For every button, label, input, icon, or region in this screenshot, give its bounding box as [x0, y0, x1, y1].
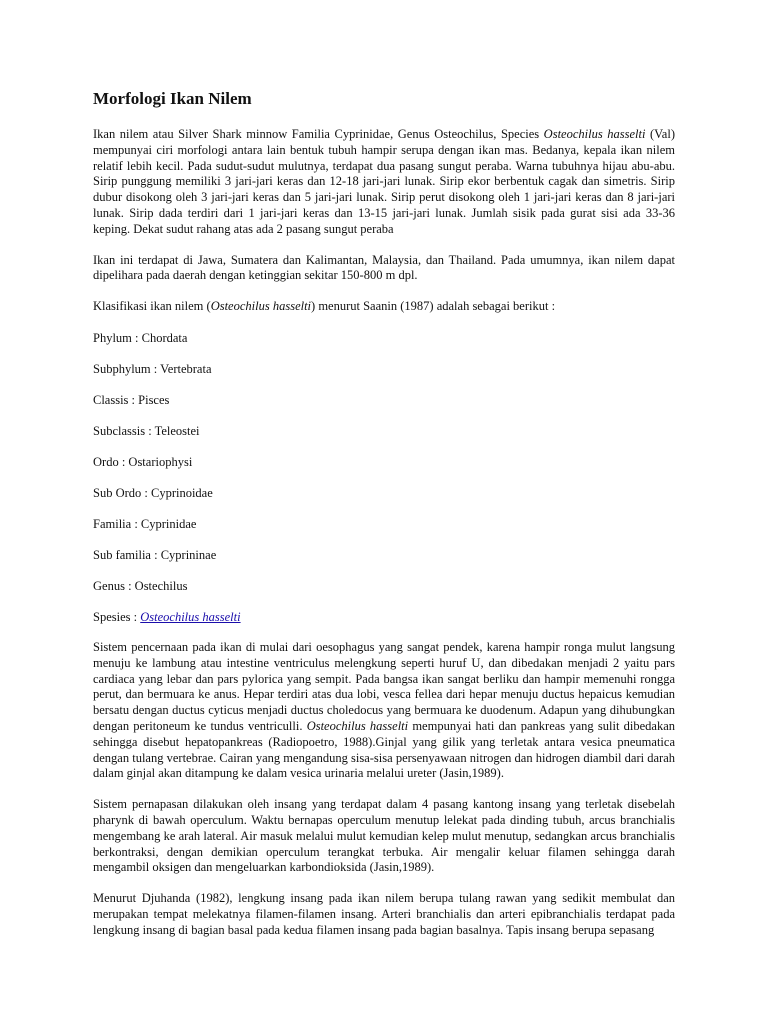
taxonomy-classis: Classis : Pisces [93, 392, 170, 407]
paragraph-pernapasan: Sistem pernapasan dilakukan oleh insang yang terdapat dalam 4 pasang kantong insang yang terletak disebelah pharynk di bawah operculum. Waktu bernapas operculum menutup lelekat pada dinding tubuh, arcus branchialis mengembang ke arah lateral. Air masuk melalui mulut kemudian kelep mulut menutup, sedangkan arcus branchialis berkontraksi, dengan demikian operculum terangkat terbuka. Air mengalir keluar filamen sehingga darah mengambil oksigen dan mengeluarkan karbondioksida (Jasin,1989). [93, 797, 675, 875]
taxonomy-subphylum: Subphylum : Vertebrata [93, 361, 212, 376]
intro-text-1: Ikan nilem atau Silver Shark minnow Familia Cyprinidae, Genus Osteochilus, Species [93, 127, 544, 141]
species-name: Osteochilus hasselti [210, 299, 312, 314]
taxonomy-subclassis: Subclassis : Teleostei [93, 423, 200, 438]
klasifikasi-text-2: ) menurut Saanin (1987) adalah sebagai berikut : [311, 299, 556, 314]
taxonomy-ordo: Ordo : Ostariophysi [93, 454, 193, 469]
taxonomy-familia: Familia : Cyprinidae [93, 516, 197, 531]
taxonomy-sub-familia: Sub familia : Cyprininae [93, 547, 217, 562]
taxonomy-phylum: Phylum : Chordata [93, 330, 188, 345]
species-link[interactable]: Osteochilus hasselti [140, 609, 241, 624]
species-name: Osteochilus hasselti [306, 718, 409, 733]
pencernaan-text-1: Sistem pencernaan pada ikan di mulai dari oesophagus yang sangat pendek, karena hampir ronga mulut langsung menuju ke lambung atau intestine ventriculus melengkung seperti huruf U, dan dibedakan menjadi 2 yaitu pars cardiaca yang lebar dan pars pylorica yang sempit. Pada bangsa ikan sangat berliku dan hampir memenuhi rongga perut, dan bermuara ke anus. Hepar terdiri atas dua lobi, vesca fellea dari hepar menuju ductus hepaicus kemudian bersatu dengan ductus cyticus menjadi ductus choledocus yang bermuara ke duodenum. Adapun yang dihubungkan dengan peritoneum ke tundus ventriculli. [93, 639, 675, 733]
taxonomy-sub-ordo: Sub Ordo : Cyprinoidae [93, 485, 213, 500]
page-title: Morfologi Ikan Nilem [93, 89, 252, 108]
spesies-label: Spesies : [93, 609, 141, 624]
klasifikasi-text-1: Klasifikasi ikan nilem ( [93, 299, 211, 314]
species-name: Osteochilus hasselti [543, 127, 646, 141]
intro-text-2: (Val) mempunyai ciri morfologi antara lain bentuk tubuh hampir serupa dengan ikan mas. Bedanya, kepala ikan nilem relatif lebih kecil. Pada sudut-sudut mulutnya, terdapat dua pasang sungut peraba. Warna tubuhnya hijau abu-abu. Sirip punggung memiliki 3 jari-jari keras dan 12-18 jari-jari lunak. Sirip ekor berbentuk cagak dan simetris. Sirip dubur disokong oleh 3 jari-jari keras dan 5 jari-jari lunak. Sirip perut disokong oleh 1 jari-jari keras dan 8 jari-jari lunak. Sirip dada terdiri dari 1 jari-jari keras dan 13-15 jari-jari lunak. Jumlah sisik pada gurat sisi ada 33-36 keping. Dekat sudut rahang atas ada 2 pasang sungut peraba [93, 127, 675, 236]
paragraph-intro [93, 127, 675, 238]
paragraph-djuhanda: Menurut Djuhanda (1982), lengkung insang pada ikan nilem berupa tulang rawan yang sedikit membulat dan merupakan tempat melekatnya filamen-filamen insang. Arteri branchialis dan arteri epibranchialis terdapat pada lengkung insang di bagian basal pada kedua filamen insang pada bagian basalnya. Tapis insang berupa sepasang [93, 891, 675, 937]
document-content [93, 88, 675, 954]
paragraph-klasifikasi [93, 299, 675, 315]
taxonomy-genus: Genus : Ostechilus [93, 578, 188, 593]
taxonomy-spesies [93, 609, 675, 625]
paragraph-habitat: Ikan ini terdapat di Jawa, Sumatera dan Kalimantan, Malaysia, dan Thailand. Pada umumnya, ikan nilem dapat dipelihara pada daerah dengan ketinggian sekitar 150-800 m dpl. [93, 252, 675, 283]
paragraph-pencernaan [93, 640, 675, 782]
pencernaan-text-2: mempunyai hati dan pankreas yang sulit dibedakan sehingga disebut hepatopankreas (Radiopoetro, 1988).Ginjal yang gilik yang terletak antara vesica pneumatica dengan tulang vertebrae. Cairan yang mengandung sisa-sisa persenyawaan nitrogen dan hidrogen diambil dari darah dalam ginjal akan ditampung ke dalam vesica urinaria melalui ureter (Jasin,1989). [93, 718, 675, 781]
